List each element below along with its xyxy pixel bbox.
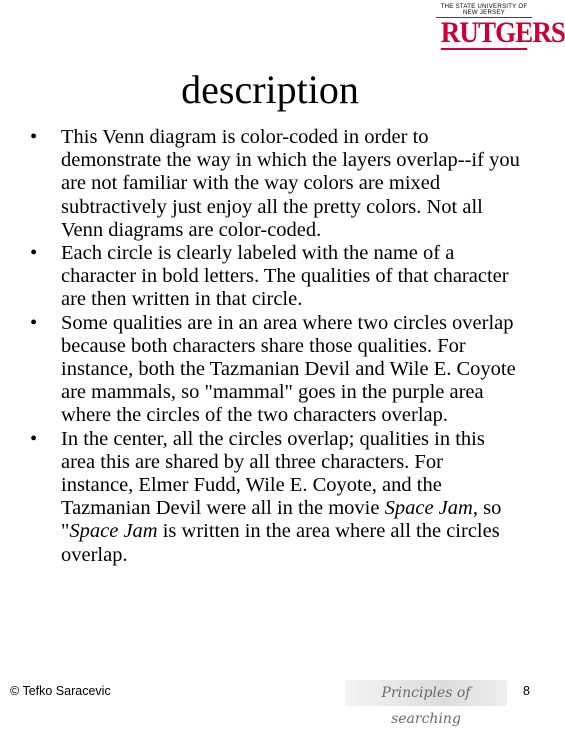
page-number: 8 xyxy=(523,684,530,698)
movie-title: Space Jam xyxy=(384,497,473,520)
bullet-item: • Each circle is clearly labeled with the name of a character in bold letters. The qualities of that character are then written in that circle. xyxy=(30,242,520,312)
footer-brand-banner: Principles of searching xyxy=(345,680,507,706)
rutgers-logo xyxy=(436,4,565,50)
logo-subtitle: THE STATE UNIVERSITY OF NEW JERSEY xyxy=(436,4,532,18)
bullet-list xyxy=(30,126,520,567)
bullet-item xyxy=(30,428,520,567)
bullet-text: In the center, all the circles overlap; qualities in this area this are shared by all three characters. For instance, Elmer Fudd, Wile E. Coyote, and the Tazmanian Devil were all in the movie xyxy=(61,427,485,520)
bullet-text: is written in the area where all the circles overlap. xyxy=(61,520,500,566)
logo-wordmark: RUTGERS xyxy=(440,16,565,49)
footer-copyright: © Tefko Saracevic xyxy=(10,684,111,698)
bullet-item: • This Venn diagram is color-coded in order to demonstrate the way in which the layers overlap--if you are not familiar with the way colors are mixed subtractively just enjoy all the pretty colors. Not all Venn diagrams are color-coded. xyxy=(30,126,520,242)
movie-title: Space Jam xyxy=(69,520,158,543)
slide-title: description xyxy=(181,67,359,112)
bullet-item: • Some qualities are in an area where two circles overlap because both characters share those qualities. For instance, both the Tazmanian Devil and Wile E. Coyote are mammals, so "mammal" goes in the purple area where the circles of the two characters overlap. xyxy=(30,312,520,428)
bullet-text: , so " xyxy=(61,497,502,543)
